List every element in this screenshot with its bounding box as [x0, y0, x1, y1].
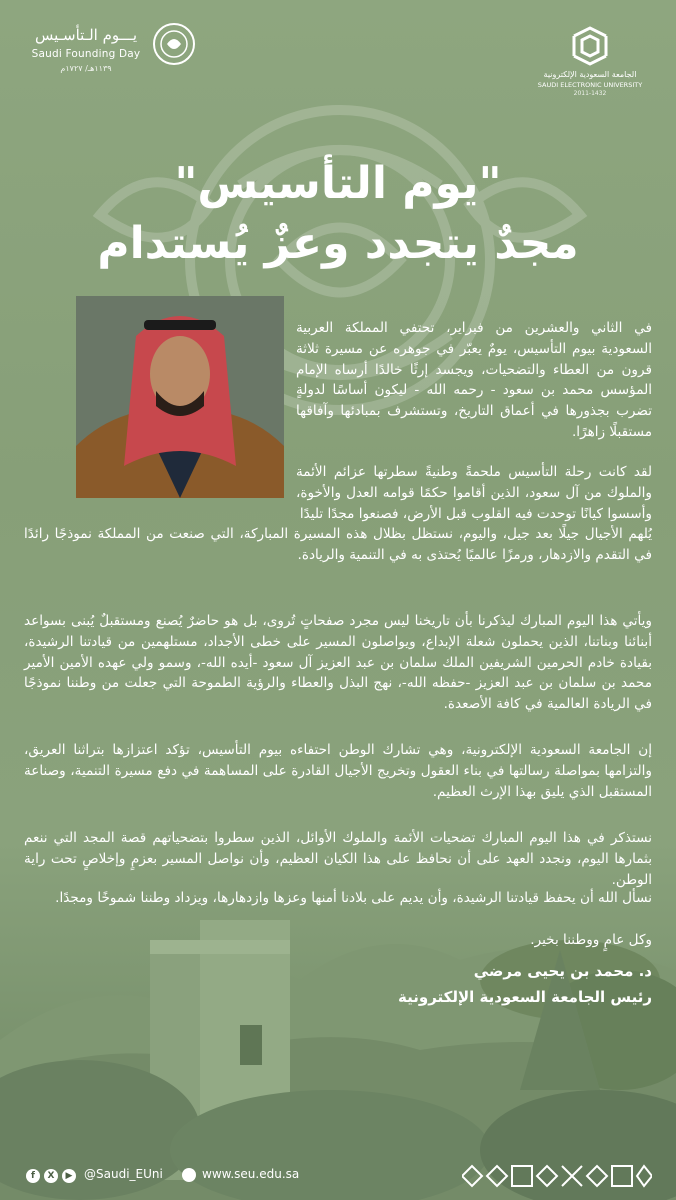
seu-name-arabic: الجامعة السعودية الإلكترونية: [543, 70, 637, 79]
portrait-photo: [76, 296, 284, 498]
founding-day-years: ١١٣٩هـ/ ١٧٢٧م: [60, 64, 112, 73]
seu-name-english: SAUDI ELECTRONIC UNIVERSITY: [537, 81, 643, 89]
signature-title: رئيس الجامعة السعودية الإلكترونية: [398, 988, 652, 1006]
founding-day-english: Saudi Founding Day: [31, 48, 141, 60]
youtube-icon[interactable]: ▶: [62, 1169, 76, 1183]
seu-years: 2011-1432: [573, 90, 607, 97]
website-link[interactable]: www.seu.edu.sa: [202, 1167, 300, 1181]
facebook-icon[interactable]: f: [26, 1169, 40, 1183]
body-paragraph-3: ويأتي هذا اليوم المبارك ليذكرنا بأن تاريخنا ليس مجرد صفحاتٍ تُروى، بل هو حاضرٌ يُصنع ومستقبلٌ يُبنى بسواعد أبنائنا وبناتنا، الذين يحملون شعلة الإبداع، ويواصلون المسير على خطى الأجداد، مستلهمين من قيادتنا الرشيدة، بقيادة خادم الحرمين الشريفين الملك سلمان بن عبد العزيز آل سعود -أيده الله-، وسمو ولي عهده الأمين الأمير محمد بن سلمان بن عبد العزيز -حفظه الله-، نهج البذل والعطاء والرؤية الطموحة التي جعلت من وطننا نموذجًا في الريادة العالمية في كافة الأصعدة.: [24, 613, 652, 713]
sadu-pattern-icon: [462, 1161, 652, 1191]
page-title-line1: "يوم التأسيس": [174, 158, 502, 209]
body-paragraph-1: في الثاني والعشرين من فبراير، تحتفي المملكة العربية السعودية بيوم التأسيس، يومٌ يعبّر في جوهره عن مسيرة ثلاثة قرون من العطاء والتضحيات، ويجسد إرثًا خالدًا أرساه الإمام المؤسس محمد بن سعود - رحمه الله - ليكون أساسًا لدولةٍ تضرب بجذورها في أعماق التاريخ، وتستشرف بمبادئها وآفاقها مستقبلًا زاهرًا.: [296, 320, 652, 440]
seu-logo-block: [530, 26, 650, 96]
body-paragraph-2a: لقد كانت رحلة التأسيس ملحمةً وطنيةً سطرتها عزائم الأئمة والملوك من آل سعود، الذين أقاموا حكمًا قوامه العدل والأخوة، وأسسوا كيانًا توحدت فيه القلوب قبل الأرض، فصنعوا مجدًا تليدًا: [296, 464, 652, 522]
founding-day-logo: [26, 22, 186, 82]
footer: [0, 1155, 676, 1200]
x-icon[interactable]: X: [44, 1169, 58, 1183]
body-paragraph-6: نسأل الله أن يحفظ قيادتنا الرشيدة، وأن يديم على بلادنا أمنها وعزها وازدهارها، ويزداد وطننا شموخًا ومجدًا.: [55, 890, 652, 906]
page-title-line2: مجدٌ يتجدد وعزٌ يُستدام: [97, 218, 579, 269]
body-paragraph-2b: يُلهم الأجيال جيلًا بعد جيل، واليوم، نستظل بظلال هذه المسيرة المباركة، التي صنعت من المملكة نموذجًا رائدًا في التقدم والازدهار، ورمزًا عالميًا يُحتذى به في التنمية والريادة.: [24, 526, 652, 563]
founding-seal-icon: [152, 22, 196, 66]
seu-logo-icon: [568, 26, 612, 66]
body-paragraph-7: وكل عامٍ ووطننا بخير.: [530, 932, 652, 948]
signature-name: د. محمد بن يحيى مرضي: [473, 962, 652, 980]
body-paragraph-4: إن الجامعة السعودية الإلكترونية، وهي تشارك الوطن احتفاءه بيوم التأسيس، تؤكد اعتزازها بتراثنا العريق، والتزامها بمواصلة رسالتها في بناء العقول وتخريج الأجيال القادرة على المساهمة في دفع مسيرة التنمية، وصناعة المستقبل الذي يليق بهذا الإرث العظيم.: [24, 742, 652, 800]
globe-icon: [182, 1168, 196, 1182]
body-paragraph-5: نستذكر في هذا اليوم المبارك تضحيات الأئمة والملوك الأوائل، الذين سطروا بتضحياتهم قصة المجد التي ننعم بثمارها اليوم، ونجدد العهد على أن نحافظ على هذا الكيان العظيم، وأن نواصل المسير بعزمٍ وإخلاصٍ تحت راية الوطن.: [24, 830, 652, 888]
founding-day-arabic: يـــوم الـتأسـيس: [34, 26, 137, 44]
social-handle[interactable]: @Saudi_EUni: [84, 1167, 163, 1181]
